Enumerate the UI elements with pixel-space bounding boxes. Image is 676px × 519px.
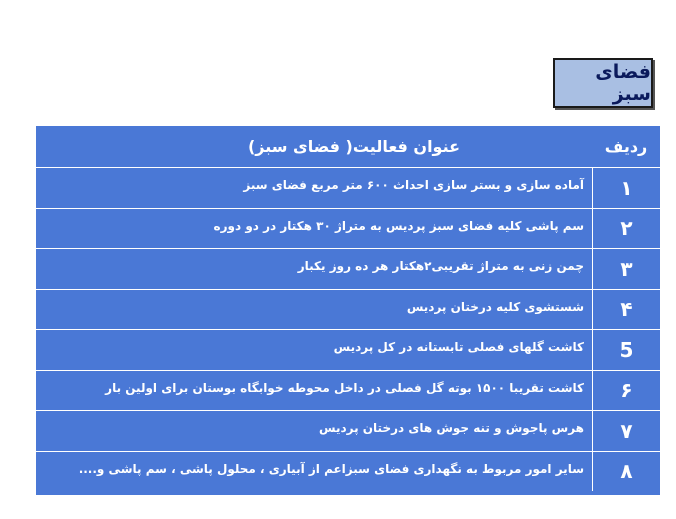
row-number: ۸	[592, 452, 660, 492]
row-number: ۳	[592, 249, 660, 289]
table-row	[36, 329, 660, 370]
row-number: ۷	[592, 411, 660, 451]
section-title-box	[553, 58, 653, 108]
row-activity: آماده سازی و بستر سازی احداث ۶۰۰ متر مربع فضای سبز	[243, 178, 584, 192]
table-row	[36, 289, 660, 330]
row-number: ۴	[592, 290, 660, 330]
table-row	[36, 370, 660, 411]
row-activity: سایر امور مربوط به نگهداری فضای سبزاعم از آبیاری ، محلول پاشی ، سم پاشی و....	[78, 461, 584, 476]
table-body	[36, 167, 660, 491]
row-activity: هرس پاجوش و تنه جوش های درختان پردیس	[319, 421, 584, 435]
section-title: فضای سبز	[595, 61, 651, 105]
row-number: 5	[592, 330, 660, 370]
table-row	[36, 410, 660, 451]
table-row	[36, 451, 660, 492]
row-activity: شستشوی کلیه درختان پردیس	[406, 299, 584, 314]
activities-table	[36, 126, 660, 495]
table-row	[36, 167, 660, 208]
row-activity: چمن زنی به متراژ تقریبی۲هکتار هر ده روز یکبار	[297, 259, 584, 273]
row-activity: کاشت گلهای فصلی تابستانه در کل پردیس	[333, 340, 584, 354]
row-number: ۶	[592, 371, 660, 411]
row-number: ۱	[592, 168, 660, 208]
header-title: عنوان فعالیت( فضای سبز)	[247, 137, 461, 156]
row-activity: سم پاشی کلیه فضای سبز پردیس به متراژ ۳۰ هکتار در دو دوره	[213, 218, 584, 233]
table-header	[36, 126, 660, 167]
row-number: ۲	[592, 209, 660, 249]
row-activity: کاشت تقریبا ۱۵۰۰ بوته گل فصلی در داخل محوطه خوابگاه بوستان برای اولین بار	[105, 380, 584, 395]
header-number: ردیف	[604, 137, 648, 156]
table-row	[36, 248, 660, 289]
table-row	[36, 208, 660, 249]
